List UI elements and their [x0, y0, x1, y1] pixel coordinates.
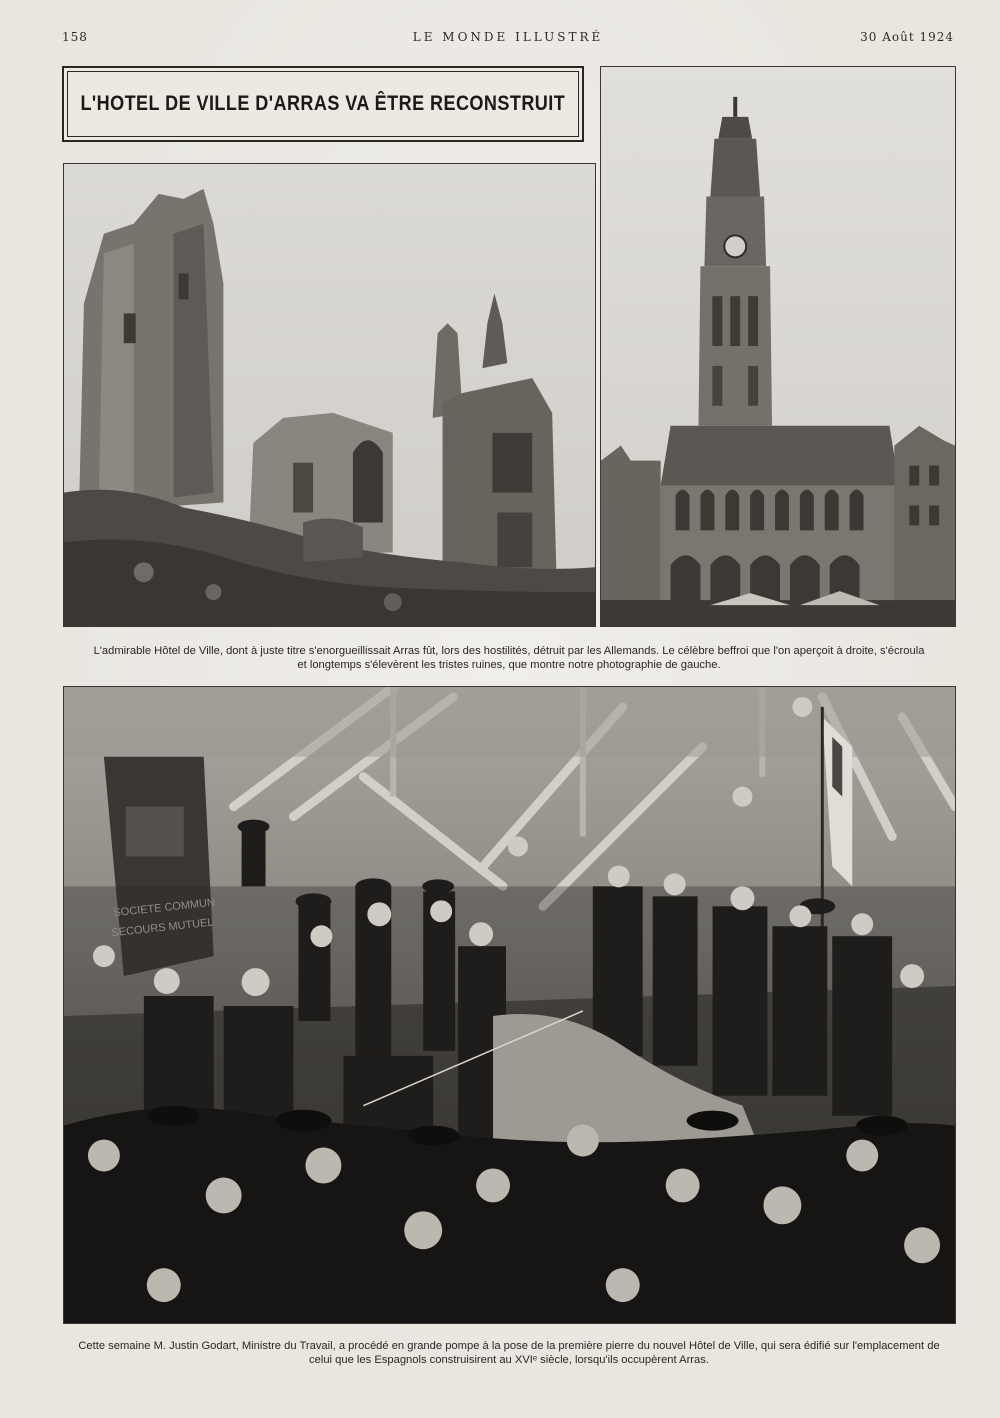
belfry-photograph	[600, 66, 956, 627]
headline: L'HOTEL DE VILLE D'ARRAS VA ÊTRE RECONSTRUIT	[80, 92, 566, 115]
ruins-photograph	[63, 163, 596, 627]
belfry-photo-image	[601, 67, 955, 626]
bottom-caption-line-2: celui que les Espagnols construisirent au XVIᵉ siècle, lorsqu'ils occupèrent Arras.	[309, 1353, 709, 1366]
bottom-caption-line-1: Cette semaine M. Justin Godart, Ministre du Travail, a procédé en grande pompe à la pose de la première pierre du nouvel Hôtel de Ville, qui sera édifié sur l'emplacement de	[78, 1340, 940, 1352]
ruins-photo-image	[64, 164, 595, 626]
top-caption-line-1: L'admirable Hôtel de Ville, dont à juste titre s'enorgueillissait Arras fût, lors des hostilités, détruit par les Allemands. Le célèbre beffroi que l'on aperçoit à droite, s'écroula	[93, 645, 925, 657]
headline-box	[62, 66, 584, 142]
running-head	[62, 30, 954, 52]
ceremony-photograph	[63, 686, 956, 1324]
page-number: 158	[62, 30, 88, 44]
ceremony-photo-image	[64, 687, 955, 1323]
bottom-caption	[56, 1340, 962, 1367]
banner-text-line-2: SECOURS MUTUEL	[110, 916, 215, 940]
top-caption-line-2: et longtemps s'élevèrent les tristes ruines, que montre notre photographie de gauche.	[297, 658, 721, 671]
headline-frame	[67, 71, 579, 137]
top-caption	[56, 645, 962, 672]
banner-text-line-1: SOCIETE COMMUN	[112, 896, 216, 920]
publication-title: LE MONDE ILLUSTRÉ	[412, 30, 604, 44]
issue-date: 30 Août 1924	[860, 30, 954, 44]
